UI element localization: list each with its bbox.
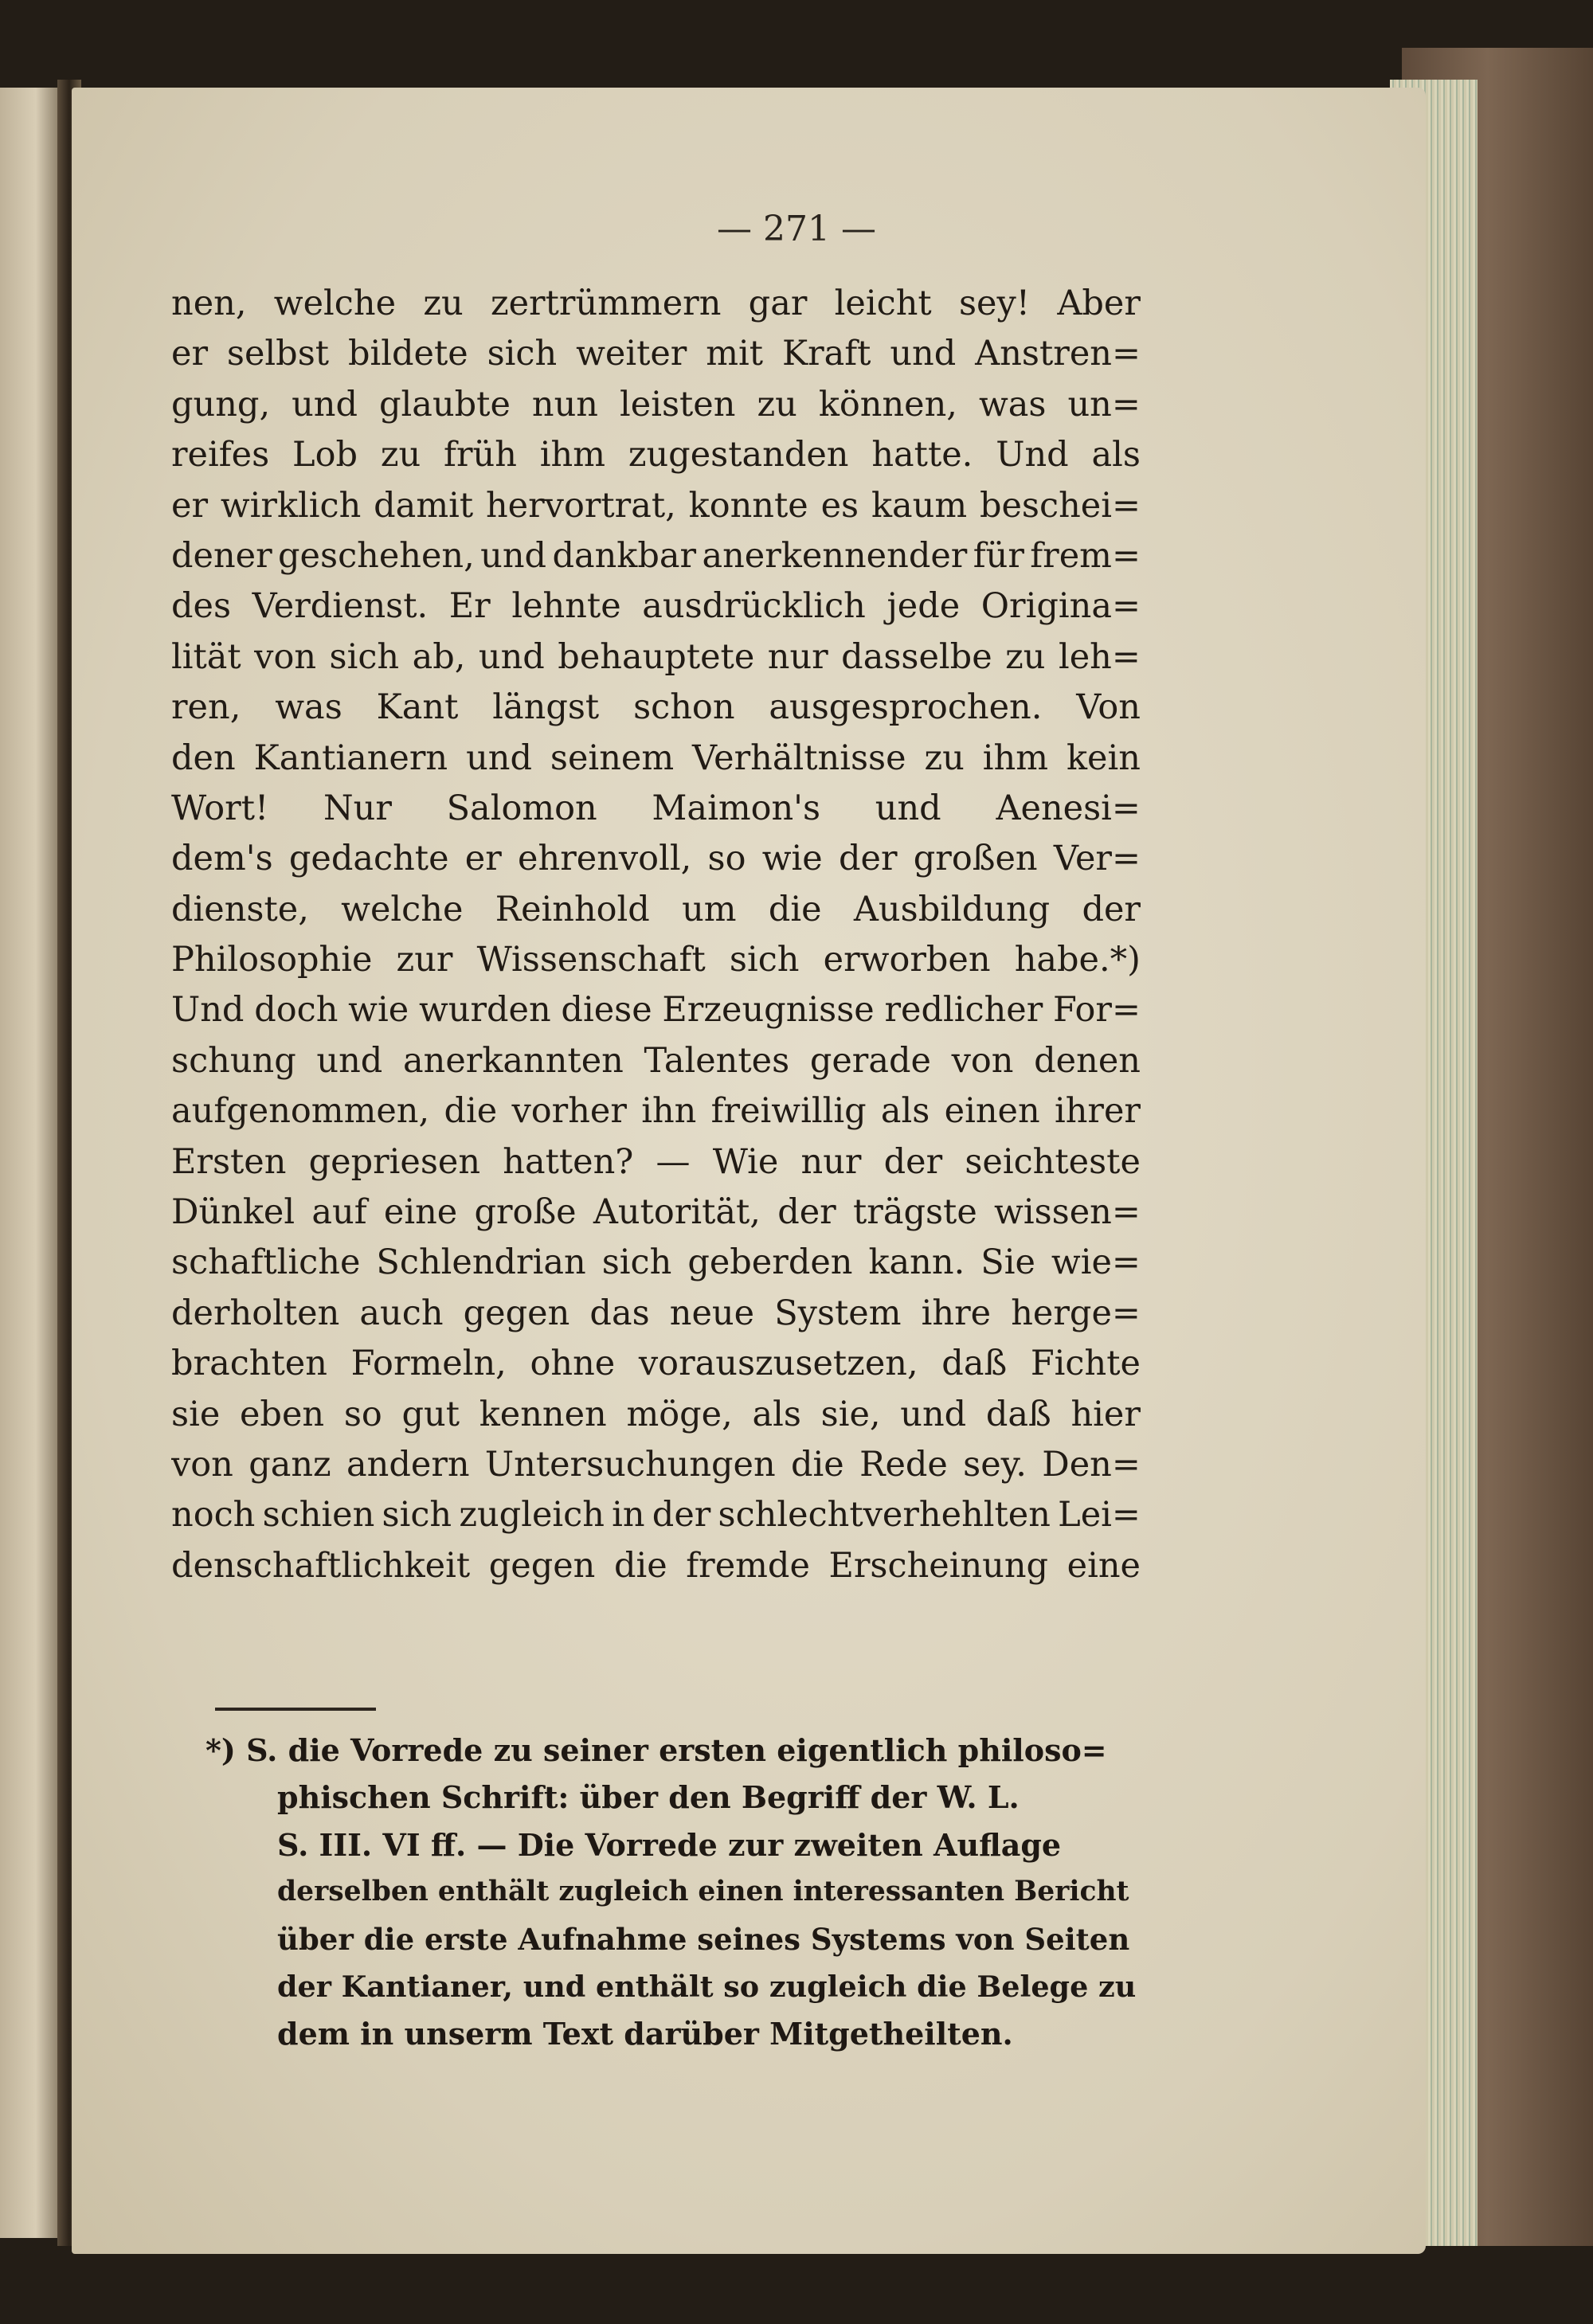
text-line: brachten Formeln, ohne vorauszusetzen, daß Fichte: [171, 1344, 1141, 1384]
text-line: ren, was Kant längst schon ausgesprochen. Von: [171, 687, 1141, 728]
text-line: reifes Lob zu früh ihm zugestanden hatte. Und als: [171, 435, 1141, 475]
footnote-line: über die erste Aufnahme seines Systems von Seiten: [277, 1921, 1130, 1957]
footnote-line: *) S. die Vorrede zu seiner ersten eigentlich philoso=: [205, 1732, 1107, 1768]
text-line: Wort! Nur Salomon Maimon's und Aenesi=: [171, 788, 1141, 828]
text-line: nen, welche zu zertrümmern gar leicht sey! Aber: [171, 284, 1141, 323]
text-line: lität von sich ab, und behauptete nur dasselbe zu leh=: [171, 636, 1141, 677]
footnote-line: phischen Schrift: über den Begriff der W. L.: [277, 1779, 1020, 1816]
page-number: — 271 —: [717, 209, 876, 249]
text-line: Dünkel auf eine große Autorität, der trägste wissen=: [171, 1192, 1141, 1233]
footnote-line: derselben enthält zugleich einen interessanten Bericht: [277, 1876, 1129, 1908]
footnote-line: dem in unserm Text darüber Mitgetheilten.: [277, 2016, 1013, 2052]
text-line: Ersten gepriesen hatten? — Wie nur der seichteste: [171, 1141, 1141, 1182]
text-line: dener geschehen, und dankbar anerkennender für frem=: [171, 535, 1141, 576]
text-line: dienste, welche Reinhold um die Ausbildung der: [171, 889, 1141, 929]
text-line: schung und anerkannten Talentes gerade von denen: [171, 1040, 1141, 1081]
text-line: Philosophie zur Wissenschaft sich erworben habe.*): [171, 940, 1141, 980]
text-line: denschaftlichkeit gegen die fremde Erscheinung eine: [171, 1545, 1141, 1586]
text-line: des Verdienst. Er lehnte ausdrücklich jede Origina=: [171, 586, 1141, 627]
footnote-line: S. III. VI ff. — Die Vorrede zur zweiten Auflage: [277, 1826, 1062, 1863]
text-line: dem's gedachte er ehrenvoll, so wie der großen Ver=: [171, 839, 1141, 879]
text-line: den Kantianern und seinem Verhältnisse zu ihm kein: [171, 737, 1141, 778]
text-line: sie eben so gut kennen möge, als sie, und daß hier: [171, 1394, 1141, 1434]
main-text: [171, 279, 1141, 1591]
text-line: von ganz andern Untersuchungen die Rede sey. Den=: [171, 1444, 1141, 1485]
text-line: er wirklich damit hervortrat, konnte es kaum beschei=: [171, 485, 1141, 526]
footnote-rule: [215, 1708, 376, 1711]
text-line: noch schien sich zugleich in der schlechtverhehlten Lei=: [171, 1495, 1141, 1536]
text-line: Und doch wie wurden diese Erzeugnisse redlicher For=: [171, 990, 1141, 1031]
footnote: [205, 1727, 1137, 2058]
footnote-line: der Kantianer, und enthält so zugleich die Belege zu: [277, 1969, 1137, 2004]
text-line: schaftliche Schlendrian sich geberden kann. Sie wie=: [171, 1242, 1141, 1283]
text-line: gung, und glaubte nun leisten zu können, was un=: [171, 384, 1141, 425]
text-line: aufgenommen, die vorher ihn freiwillig als einen ihrer: [171, 1091, 1141, 1132]
text-line: derholten auch gegen das neue System ihre herge=: [171, 1293, 1141, 1333]
text-line: er selbst bildete sich weiter mit Kraft und Anstren=: [171, 334, 1141, 374]
left-page-edge: [0, 88, 60, 2238]
